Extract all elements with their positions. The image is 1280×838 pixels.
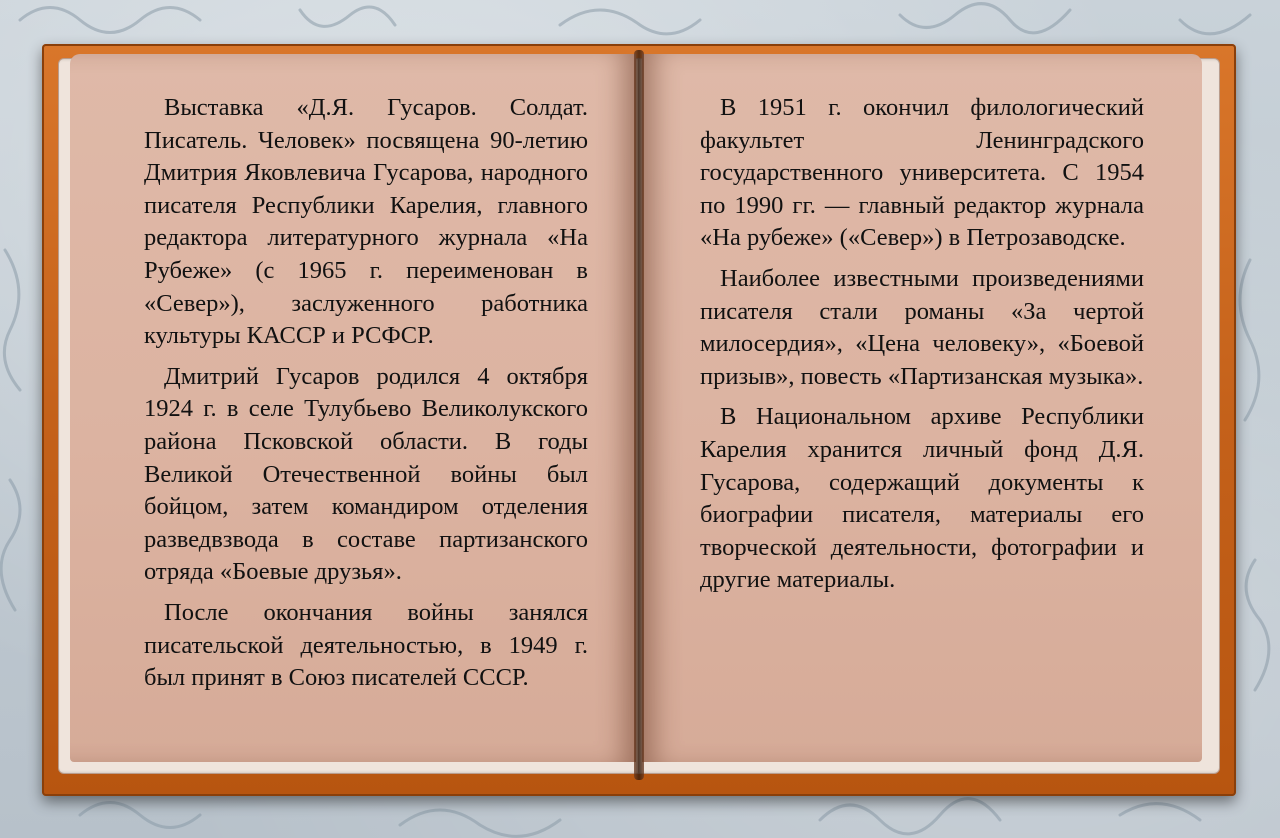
- right-page: [642, 54, 1202, 762]
- right-page-text: [700, 92, 1144, 605]
- left-paragraph-2: Дмитрий Гусаров родился 4 октября 1924 г. в селе Тулубьево Великолукского района Псковской области. В годы Великой Отечественной войны был бойцом, затем командиром отделения разведвзвода в составе партизанского отряда «Боевые друзья».: [144, 362, 588, 586]
- right-paragraph-3: В Национальном архиве Республики Карелия хранится личный фонд Д.Я. Гусарова, содержащий документы к биографии писателя, материалы его творческой деятельности, фотографии и другие материалы.: [700, 403, 1144, 594]
- left-page: [70, 54, 636, 762]
- left-paragraph-3: После окончания войны занялся писательской деятельностью, в 1949 г. был принят в Союз писателей СССР.: [144, 598, 588, 692]
- right-paragraph-2: Наиболее известными произведениями писателя стали романы «За чертой милосердия», «Цена человеку», «Боевой призыв», повесть «Партизанская музыка».: [700, 264, 1144, 390]
- book-spine: [634, 50, 644, 780]
- left-paragraph-1: Выставка «Д.Я. Гусаров. Солдат. Писатель. Человек» посвящена 90-летию Дмитрия Яковлевича Гусарова, народного писателя Республики Карелия, главного редактора литературного журнала «На Рубеже» (с 1965 г. переименован в «Север»), заслуженного работника культуры КАССР и РСФСР.: [144, 94, 588, 350]
- left-page-text: [144, 92, 588, 703]
- open-book: [42, 44, 1236, 796]
- right-paragraph-1: В 1951 г. окончил филологический факультет Ленинградского государственного университета. С 1954 по 1990 гг. — главный редактор журнала «На рубеже» («Север») в Петрозаводске.: [700, 94, 1144, 252]
